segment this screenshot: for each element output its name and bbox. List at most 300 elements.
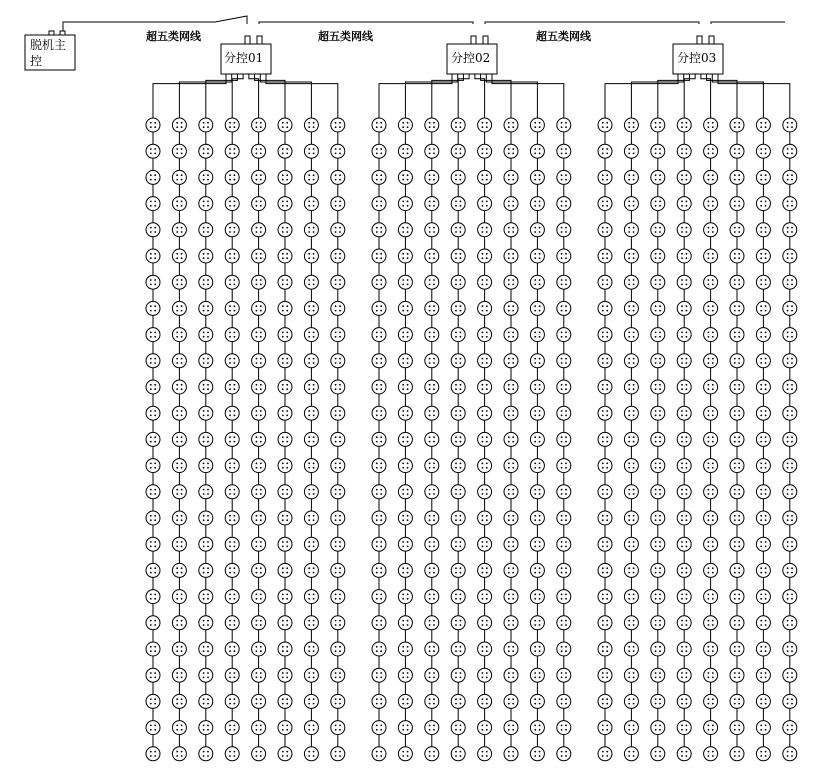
led-pixel-light-icon	[398, 668, 412, 682]
led-pixel-light-icon	[252, 197, 266, 211]
led-pixel-light-icon	[304, 275, 318, 289]
led-pixel-light-icon	[478, 511, 492, 525]
led-pixel-light-icon	[225, 328, 239, 342]
led-pixel-light-icon	[598, 380, 612, 394]
led-pixel-light-icon	[756, 223, 770, 237]
led-pixel-light-icon	[677, 747, 691, 761]
led-pixel-light-icon	[225, 354, 239, 368]
led-pixel-light-icon	[252, 328, 266, 342]
led-pixel-light-icon	[704, 616, 718, 630]
led-pixel-light-icon	[783, 485, 797, 499]
led-pixel-light-icon	[172, 223, 186, 237]
led-pixel-light-icon	[425, 197, 439, 211]
led-pixel-light-icon	[730, 511, 744, 525]
led-pixel-light-icon	[557, 197, 571, 211]
led-pixel-light-icon	[372, 485, 386, 499]
led-pixel-light-icon	[398, 301, 412, 315]
led-pixel-light-icon	[598, 249, 612, 263]
led-pixel-light-icon	[451, 406, 465, 420]
led-pixel-light-icon	[451, 223, 465, 237]
led-pixel-light-icon	[398, 642, 412, 656]
led-pixel-light-icon	[451, 563, 465, 577]
led-pixel-light-icon	[252, 485, 266, 499]
led-pixel-light-icon	[651, 170, 665, 184]
led-pixel-light-icon	[598, 668, 612, 682]
led-pixel-light-icon	[557, 170, 571, 184]
led-pixel-light-icon	[372, 694, 386, 708]
led-pixel-light-icon	[398, 511, 412, 525]
led-pixel-light-icon	[624, 144, 638, 158]
led-pixel-light-icon	[304, 642, 318, 656]
led-pixel-light-icon	[504, 459, 518, 473]
led-pixel-light-icon	[624, 642, 638, 656]
led-pixel-light-icon	[557, 642, 571, 656]
led-pixel-light-icon	[704, 642, 718, 656]
led-pixel-light-icon	[199, 354, 213, 368]
led-pixel-light-icon	[677, 590, 691, 604]
led-pixel-light-icon	[304, 511, 318, 525]
led-pixel-light-icon	[557, 144, 571, 158]
led-pixel-light-icon	[304, 328, 318, 342]
led-pixel-light-icon	[783, 354, 797, 368]
led-pixel-light-icon	[225, 590, 239, 604]
led-pixel-light-icon	[530, 432, 544, 446]
led-pixel-light-icon	[278, 563, 292, 577]
led-pixel-light-icon	[624, 537, 638, 551]
led-pixel-light-icon	[530, 537, 544, 551]
led-pixel-light-icon	[372, 590, 386, 604]
led-pixel-light-icon	[677, 537, 691, 551]
led-pixel-light-icon	[331, 249, 345, 263]
led-pixel-light-icon	[172, 197, 186, 211]
led-pixel-light-icon	[756, 354, 770, 368]
led-pixel-light-icon	[704, 223, 718, 237]
led-pixel-light-icon	[331, 406, 345, 420]
led-pixel-light-icon	[451, 328, 465, 342]
led-pixel-light-icon	[425, 301, 439, 315]
led-pixel-light-icon	[704, 721, 718, 735]
led-pixel-light-icon	[425, 328, 439, 342]
led-pixel-light-icon	[598, 511, 612, 525]
led-pixel-light-icon	[146, 668, 160, 682]
led-pixel-light-icon	[372, 511, 386, 525]
led-pixel-light-icon	[704, 118, 718, 132]
led-pixel-light-icon	[783, 668, 797, 682]
led-pixel-light-icon	[677, 249, 691, 263]
led-pixel-light-icon	[530, 301, 544, 315]
led-pixel-light-icon	[478, 354, 492, 368]
led-pixel-light-icon	[557, 747, 571, 761]
led-pixel-light-icon	[199, 144, 213, 158]
led-pixel-light-icon	[304, 537, 318, 551]
led-pixel-light-icon	[278, 590, 292, 604]
led-pixel-light-icon	[252, 432, 266, 446]
led-pixel-light-icon	[598, 301, 612, 315]
led-pixel-light-icon	[199, 485, 213, 499]
led-pixel-light-icon	[598, 275, 612, 289]
led-pixel-light-icon	[704, 406, 718, 420]
led-pixel-light-icon	[783, 301, 797, 315]
led-pixel-light-icon	[756, 249, 770, 263]
led-pixel-light-icon	[624, 485, 638, 499]
led-pixel-light-icon	[372, 406, 386, 420]
fan-out-wire	[255, 74, 285, 118]
led-pixel-light-icon	[504, 275, 518, 289]
led-pixel-light-icon	[172, 563, 186, 577]
led-pixel-light-icon	[651, 459, 665, 473]
led-pixel-light-icon	[425, 144, 439, 158]
led-pixel-light-icon	[504, 721, 518, 735]
sub-controller-port	[257, 36, 262, 44]
led-pixel-light-icon	[252, 642, 266, 656]
led-pixel-light-icon	[730, 301, 744, 315]
led-pixel-light-icon	[598, 144, 612, 158]
led-pixel-light-icon	[278, 249, 292, 263]
led-pixel-light-icon	[252, 249, 266, 263]
led-pixel-light-icon	[225, 301, 239, 315]
led-pixel-light-icon	[199, 642, 213, 656]
led-pixel-light-icon	[783, 616, 797, 630]
led-pixel-light-icon	[504, 249, 518, 263]
sub-controller-port	[245, 36, 250, 44]
led-pixel-light-icon	[331, 616, 345, 630]
led-pixel-light-icon	[677, 642, 691, 656]
led-pixel-light-icon	[425, 223, 439, 237]
led-pixel-light-icon	[783, 328, 797, 342]
led-pixel-light-icon	[372, 432, 386, 446]
led-pixel-light-icon	[199, 118, 213, 132]
led-pixel-light-icon	[783, 537, 797, 551]
led-pixel-light-icon	[557, 721, 571, 735]
led-pixel-light-icon	[504, 170, 518, 184]
led-pixel-light-icon	[278, 301, 292, 315]
led-pixel-light-icon	[146, 301, 160, 315]
led-pixel-light-icon	[651, 668, 665, 682]
led-pixel-light-icon	[372, 668, 386, 682]
led-pixel-light-icon	[278, 328, 292, 342]
led-pixel-light-icon	[278, 223, 292, 237]
led-pixel-light-icon	[598, 642, 612, 656]
led-pixel-light-icon	[478, 747, 492, 761]
led-pixel-light-icon	[530, 406, 544, 420]
led-pixel-light-icon	[557, 354, 571, 368]
led-pixel-light-icon	[252, 118, 266, 132]
led-pixel-light-icon	[451, 144, 465, 158]
led-pixel-light-icon	[557, 616, 571, 630]
led-pixel-light-icon	[372, 747, 386, 761]
led-pixel-light-icon	[756, 721, 770, 735]
led-pixel-light-icon	[278, 144, 292, 158]
led-pixel-light-icon	[331, 537, 345, 551]
led-pixel-light-icon	[278, 406, 292, 420]
led-pixel-light-icon	[624, 406, 638, 420]
led-pixel-light-icon	[756, 694, 770, 708]
led-pixel-light-icon	[651, 197, 665, 211]
led-pixel-light-icon	[451, 459, 465, 473]
sub-controller-port	[697, 36, 702, 44]
led-pixel-light-icon	[598, 485, 612, 499]
led-pixel-light-icon	[530, 354, 544, 368]
led-pixel-light-icon	[756, 537, 770, 551]
led-pixel-light-icon	[146, 354, 160, 368]
led-pixel-light-icon	[677, 197, 691, 211]
led-pixel-light-icon	[304, 721, 318, 735]
led-pixel-light-icon	[199, 668, 213, 682]
led-pixel-light-icon	[252, 537, 266, 551]
led-pixel-light-icon	[199, 380, 213, 394]
led-pixel-light-icon	[398, 485, 412, 499]
led-pixel-light-icon	[756, 406, 770, 420]
led-pixel-light-icon	[478, 668, 492, 682]
led-pixel-light-icon	[278, 170, 292, 184]
led-pixel-light-icon	[478, 406, 492, 420]
led-pixel-light-icon	[304, 459, 318, 473]
led-pixel-light-icon	[704, 511, 718, 525]
led-pixel-light-icon	[146, 459, 160, 473]
led-pixel-light-icon	[730, 668, 744, 682]
led-pixel-light-icon	[146, 747, 160, 761]
led-pixel-light-icon	[504, 485, 518, 499]
led-pixel-light-icon	[199, 328, 213, 342]
led-pixel-light-icon	[557, 668, 571, 682]
led-pixel-light-icon	[225, 511, 239, 525]
led-pixel-light-icon	[252, 747, 266, 761]
led-pixel-light-icon	[704, 747, 718, 761]
led-pixel-light-icon	[425, 747, 439, 761]
led-pixel-light-icon	[451, 485, 465, 499]
led-pixel-light-icon	[530, 485, 544, 499]
led-pixel-light-icon	[304, 380, 318, 394]
led-pixel-light-icon	[398, 144, 412, 158]
led-pixel-light-icon	[172, 275, 186, 289]
led-pixel-light-icon	[530, 118, 544, 132]
led-pixel-light-icon	[278, 275, 292, 289]
led-pixel-light-icon	[478, 485, 492, 499]
led-pixel-light-icon	[304, 485, 318, 499]
led-pixel-light-icon	[677, 354, 691, 368]
led-pixel-light-icon	[478, 301, 492, 315]
led-pixel-light-icon	[598, 170, 612, 184]
led-pixel-light-icon	[252, 275, 266, 289]
led-pixel-light-icon	[651, 275, 665, 289]
led-pixel-light-icon	[730, 721, 744, 735]
led-pixel-light-icon	[304, 694, 318, 708]
led-pixel-light-icon	[756, 668, 770, 682]
led-pixel-light-icon	[331, 197, 345, 211]
led-pixel-light-icon	[677, 223, 691, 237]
led-pixel-light-icon	[478, 694, 492, 708]
led-pixel-light-icon	[425, 721, 439, 735]
led-pixel-light-icon	[146, 197, 160, 211]
led-pixel-light-icon	[331, 170, 345, 184]
led-pixel-light-icon	[598, 694, 612, 708]
led-pixel-light-icon	[425, 432, 439, 446]
led-pixel-light-icon	[624, 563, 638, 577]
led-pixel-light-icon	[199, 301, 213, 315]
led-pixel-light-icon	[425, 616, 439, 630]
led-pixel-light-icon	[756, 275, 770, 289]
led-pixel-light-icon	[530, 616, 544, 630]
led-pixel-light-icon	[304, 563, 318, 577]
led-pixel-light-icon	[756, 642, 770, 656]
led-pixel-light-icon	[372, 301, 386, 315]
led-pixel-light-icon	[398, 406, 412, 420]
led-pixel-light-icon	[146, 721, 160, 735]
led-pixel-light-icon	[730, 144, 744, 158]
led-pixel-light-icon	[530, 642, 544, 656]
led-pixel-light-icon	[398, 459, 412, 473]
led-pixel-light-icon	[478, 590, 492, 604]
led-pixel-light-icon	[651, 354, 665, 368]
led-pixel-light-icon	[530, 380, 544, 394]
led-pixel-light-icon	[398, 432, 412, 446]
led-pixel-light-icon	[704, 354, 718, 368]
led-pixel-light-icon	[530, 249, 544, 263]
led-pixel-light-icon	[651, 406, 665, 420]
led-pixel-light-icon	[451, 380, 465, 394]
led-pixel-light-icon	[425, 170, 439, 184]
led-pixel-light-icon	[172, 249, 186, 263]
led-pixel-light-icon	[278, 354, 292, 368]
led-pixel-light-icon	[651, 144, 665, 158]
led-pixel-light-icon	[756, 485, 770, 499]
led-pixel-light-icon	[225, 721, 239, 735]
led-pixel-light-icon	[451, 354, 465, 368]
led-pixel-light-icon	[225, 406, 239, 420]
led-pixel-light-icon	[624, 459, 638, 473]
led-pixel-light-icon	[398, 380, 412, 394]
led-pixel-light-icon	[304, 747, 318, 761]
led-pixel-light-icon	[425, 537, 439, 551]
led-pixel-light-icon	[398, 275, 412, 289]
led-pixel-light-icon	[199, 694, 213, 708]
led-pixel-light-icon	[530, 668, 544, 682]
led-pixel-light-icon	[624, 616, 638, 630]
led-pixel-light-icon	[425, 406, 439, 420]
led-pixel-light-icon	[225, 616, 239, 630]
led-pixel-light-icon	[478, 432, 492, 446]
led-pixel-light-icon	[756, 144, 770, 158]
led-pixel-light-icon	[451, 170, 465, 184]
led-pixel-light-icon	[278, 616, 292, 630]
main-controller-label-line2: 控	[30, 54, 43, 68]
led-pixel-light-icon	[225, 642, 239, 656]
fan-out-wire	[481, 74, 511, 118]
led-pixel-light-icon	[225, 275, 239, 289]
led-pixel-light-icon	[304, 668, 318, 682]
led-pixel-light-icon	[530, 694, 544, 708]
led-pixel-light-icon	[530, 328, 544, 342]
led-pixel-light-icon	[677, 485, 691, 499]
led-pixel-light-icon	[372, 170, 386, 184]
led-pixel-light-icon	[278, 668, 292, 682]
led-pixel-light-icon	[783, 223, 797, 237]
led-pixel-light-icon	[557, 590, 571, 604]
led-pixel-light-icon	[557, 563, 571, 577]
led-pixel-light-icon	[783, 275, 797, 289]
led-pixel-light-icon	[624, 511, 638, 525]
led-pixel-light-icon	[651, 511, 665, 525]
led-pixel-light-icon	[530, 275, 544, 289]
led-pixel-light-icon	[451, 642, 465, 656]
led-pixel-light-icon	[704, 485, 718, 499]
led-pixel-light-icon	[225, 144, 239, 158]
led-pixel-light-icon	[530, 590, 544, 604]
led-pixel-light-icon	[756, 511, 770, 525]
led-pixel-light-icon	[451, 747, 465, 761]
led-pixel-light-icon	[704, 275, 718, 289]
led-pixel-light-icon	[504, 747, 518, 761]
led-pixel-light-icon	[677, 694, 691, 708]
led-pixel-light-icon	[730, 485, 744, 499]
led-pixel-light-icon	[331, 275, 345, 289]
led-pixel-light-icon	[557, 432, 571, 446]
led-pixel-light-icon	[504, 301, 518, 315]
led-pixel-light-icon	[730, 406, 744, 420]
led-pixel-light-icon	[199, 223, 213, 237]
led-pixel-light-icon	[704, 249, 718, 263]
led-pixel-light-icon	[730, 170, 744, 184]
led-pixel-light-icon	[372, 275, 386, 289]
led-pixel-light-icon	[451, 197, 465, 211]
led-pixel-light-icon	[756, 563, 770, 577]
led-pixel-light-icon	[451, 301, 465, 315]
led-pixel-light-icon	[199, 432, 213, 446]
led-pixel-light-icon	[331, 694, 345, 708]
led-pixel-light-icon	[398, 354, 412, 368]
led-pixel-light-icon	[252, 721, 266, 735]
led-pixel-light-icon	[783, 590, 797, 604]
cable-01-to-02-b	[428, 22, 473, 24]
sub-controller-03-label: 分控03	[677, 51, 717, 65]
led-pixel-light-icon	[172, 511, 186, 525]
led-pixel-light-icon	[677, 459, 691, 473]
led-pixel-light-icon	[704, 459, 718, 473]
led-pixel-light-icon	[730, 642, 744, 656]
led-pixel-light-icon	[225, 694, 239, 708]
led-pixel-light-icon	[651, 432, 665, 446]
led-pixel-light-icon	[504, 694, 518, 708]
led-pixel-light-icon	[624, 694, 638, 708]
led-pixel-light-icon	[478, 118, 492, 132]
led-pixel-light-icon	[598, 197, 612, 211]
led-pixel-light-icon	[730, 249, 744, 263]
led-pixel-light-icon	[783, 747, 797, 761]
led-pixel-light-icon	[278, 537, 292, 551]
led-pixel-light-icon	[504, 616, 518, 630]
led-pixel-light-icon	[651, 485, 665, 499]
led-pixel-light-icon	[677, 406, 691, 420]
led-pixel-light-icon	[146, 432, 160, 446]
led-pixel-light-icon	[199, 406, 213, 420]
led-pixel-light-icon	[451, 118, 465, 132]
cable-main-to-01	[63, 16, 247, 31]
led-pixel-light-icon	[304, 249, 318, 263]
led-pixel-light-icon	[730, 694, 744, 708]
cable-02-to-03-b	[655, 22, 699, 24]
led-pixel-light-icon	[278, 694, 292, 708]
led-pixel-light-icon	[225, 668, 239, 682]
led-pixel-light-icon	[372, 249, 386, 263]
led-pixel-light-icon	[557, 118, 571, 132]
led-pixel-light-icon	[783, 432, 797, 446]
led-pixel-light-icon	[677, 721, 691, 735]
led-pixel-light-icon	[331, 380, 345, 394]
led-pixel-light-icon	[331, 223, 345, 237]
led-pixel-light-icon	[199, 459, 213, 473]
led-pixel-light-icon	[598, 616, 612, 630]
led-pixel-light-icon	[651, 590, 665, 604]
